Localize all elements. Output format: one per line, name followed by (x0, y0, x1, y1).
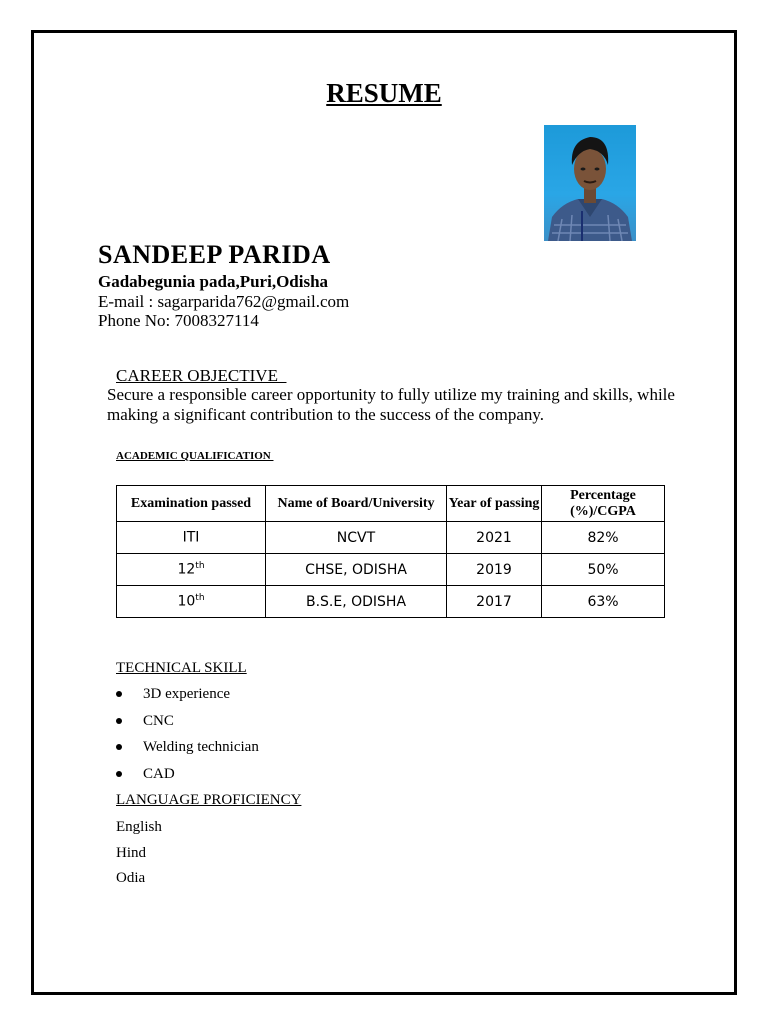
year-cell: 2019 (447, 554, 542, 586)
bullet-icon (116, 718, 122, 724)
email: E-mail : sagarparida762@gmail.com (98, 292, 350, 311)
address: Gadabegunia pada,Puri,Odisha (98, 272, 329, 291)
list-item: CAD (116, 764, 259, 791)
phone: Phone No: 7008327114 (98, 311, 259, 330)
year-cell: 2021 (447, 522, 542, 554)
percent-cell: 50% (542, 554, 665, 586)
technical-skill-list (116, 684, 259, 791)
board-cell: NCVT (266, 522, 447, 554)
resume-title: RESUME (326, 78, 442, 108)
year-cell: 2017 (447, 586, 542, 618)
exam-cell: ITI (117, 522, 266, 554)
technical-skill-heading: TECHNICAL SKILL (116, 660, 247, 676)
language-list (116, 818, 162, 895)
qualification-table (116, 485, 665, 618)
career-objective-text: Secure a responsible career opportunity to fully utilize my training and skills, while making a significant contribution to the success of the company. (107, 385, 675, 424)
exam-cell: 12th (117, 554, 266, 586)
list-item: English (116, 819, 162, 835)
exam-cell: 10th (117, 586, 266, 618)
board-cell: CHSE, ODISHA (266, 554, 447, 586)
table-row (117, 586, 665, 618)
list-item: Odia (116, 870, 146, 886)
column-header: Examination passed (117, 486, 266, 522)
column-header: Percentage (%)/CGPA (542, 486, 665, 522)
candidate-name: SANDEEP PARIDA (98, 240, 331, 269)
table-row (117, 522, 665, 554)
percent-cell: 63% (542, 586, 665, 618)
list-item: CNC (116, 711, 259, 738)
bullet-icon (116, 691, 122, 697)
board-cell: B.S.E, ODISHA (266, 586, 447, 618)
table-row (117, 554, 665, 586)
language-proficiency-heading: LANGUAGE PROFICIENCY (116, 792, 302, 808)
person-portrait-icon (544, 125, 636, 241)
column-header: Year of passing (447, 486, 542, 522)
profile-photo (544, 125, 636, 241)
percent-cell: 82% (542, 522, 665, 554)
academic-qualification-heading: ACADEMIC QUALIFICATION (116, 450, 274, 462)
list-item: 3D experience (116, 684, 259, 711)
bullet-icon (116, 771, 122, 777)
list-item: Welding technician (116, 737, 259, 764)
column-header: Name of Board/University (266, 486, 447, 522)
bullet-icon (116, 744, 122, 750)
list-item: Hind (116, 844, 146, 861)
career-objective-heading: CAREER OBJECTIVE (116, 366, 287, 385)
table-header-row (117, 486, 665, 522)
